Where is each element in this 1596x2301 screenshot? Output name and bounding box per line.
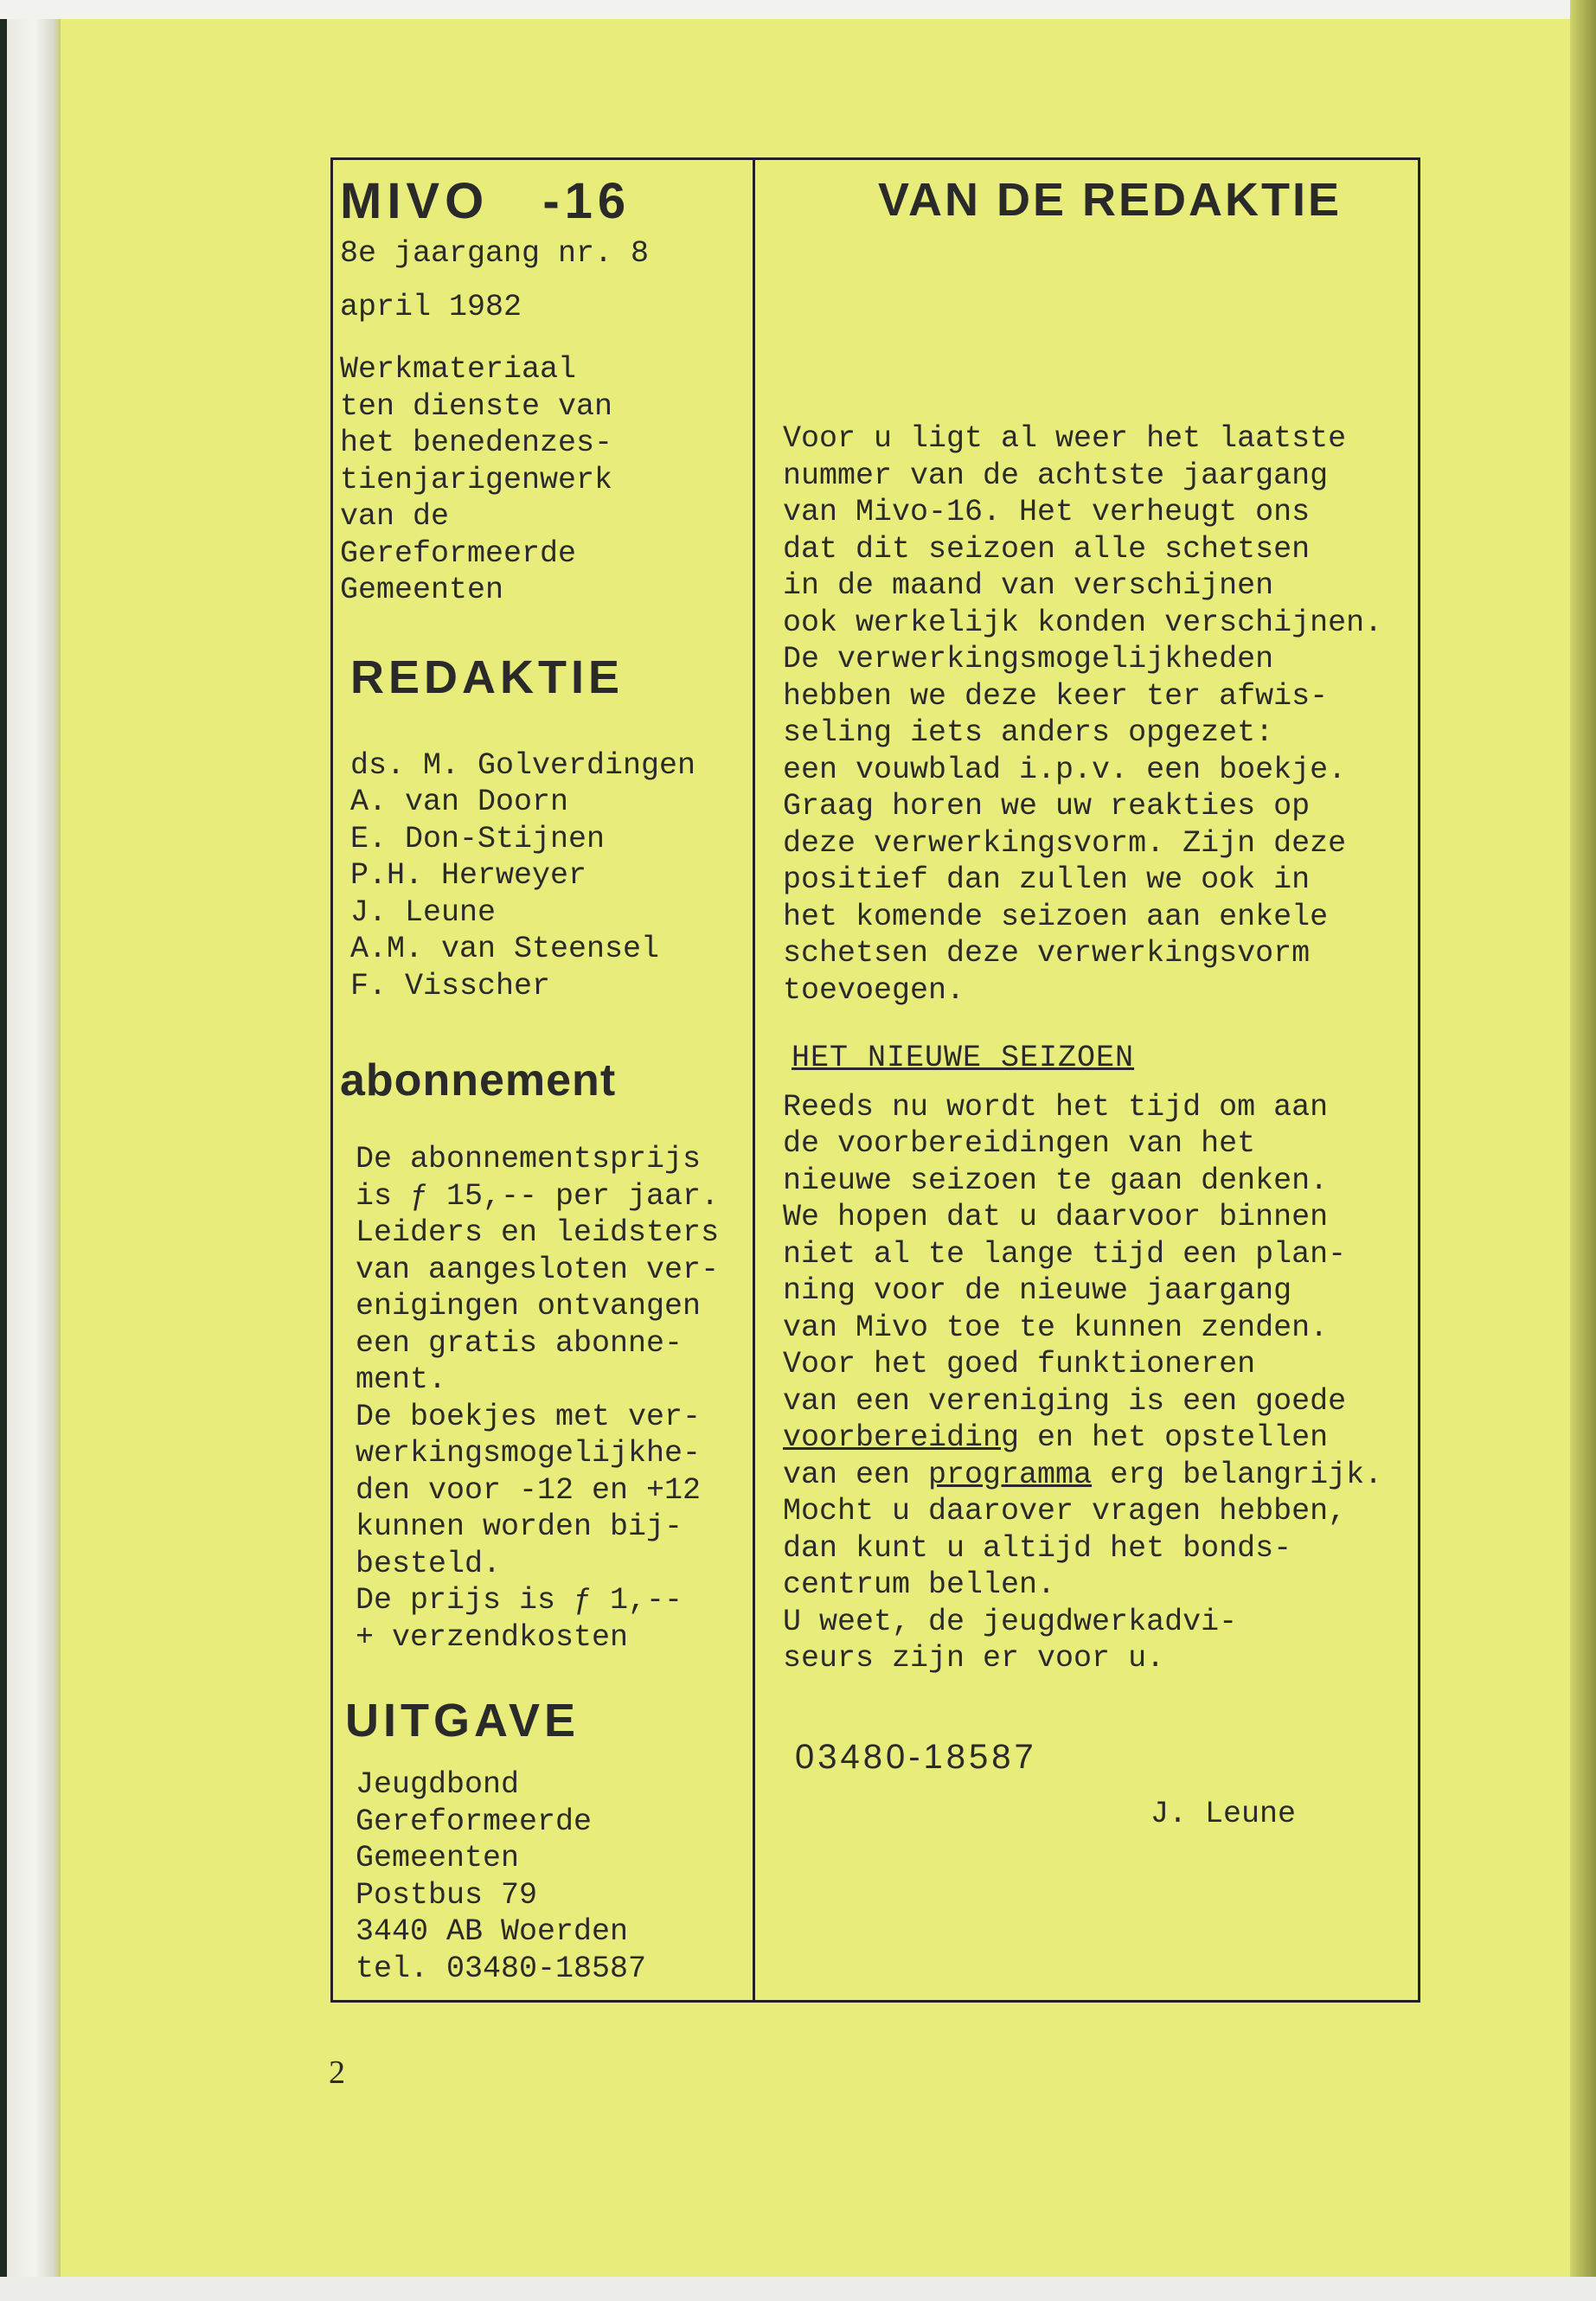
issue-number: 8e jaargang nr. 8 [340, 236, 650, 271]
editorial-line-programma [783, 1457, 1406, 1494]
right-column [783, 173, 1406, 1832]
column-divider [753, 157, 755, 2003]
editorial-line-voorbereiding [783, 1420, 1406, 1457]
editorial-paragraph-2a: Reeds nu wordt het tijd om aan de voorbereidingen van het nieuwe seizoen te gaan denken. We hopen dat u daarvoor binnen niet al te lange tijd een plan- ning voor de nieuwe jaargang van Mivo toe te kunnen zenden. Voor het goed funktioneren van een vereniging is een goede [783, 1089, 1347, 1419]
page-bottom-edge [0, 2277, 1596, 2301]
phone-number: 03480-18587 [795, 1737, 1037, 1776]
abonnement-text: De abonnementsprijs is ƒ 15,-- per jaar. Leiders en leidsters van aangesloten ver- enigingen ontvangen een gratis abonne- ment. De boekjes met ver- werkingsmogelijkhe- den voor -12 en +12 kunnen worden bij- besteld. De prijs is ƒ 1,-- + verzendkosten [356, 1142, 720, 1655]
editorial-heading: VAN DE REDAKTIE [878, 174, 1343, 226]
issue-date: april 1982 [340, 290, 522, 324]
editorial-paragraph-1: Voor u ligt al weer het laatste nummer van de achtste jaargang van Mivo-16. Het verheugt ons dat dit seizoen alle schetsen in de maand van verschijnen ook werkelijk konden verschijnen. De verwerkingsmogelijkheden hebben we deze keer ter afwis- seling iets anders opgezet: een vouwblad i.p.v. een boekje. Graag horen we uw reakties op deze verwerkingsvorm. Zijn deze positief dan zullen we ook in het komende seizoen aan enkele schetsen deze verwerkingsvorm toevoegen. [783, 421, 1383, 1008]
uitgave-address: Jeugdbond Gereformeerde Gemeenten Postbus 79 3440 AB Woerden tel. 03480-18587 [356, 1767, 647, 1986]
page-top-edge [0, 0, 1596, 19]
text-van-een: van een [783, 1457, 929, 1492]
text-en-het-opstellen: en het opstellen [1019, 1420, 1329, 1455]
underlined-voorbereiding: voorbereiding [783, 1420, 1020, 1455]
book-binding [0, 0, 61, 2301]
redaktie-members: ds. M. Golverdingen A. van Doorn E. Don-Stijnen P.H. Herweyer J. Leune A.M. van Steensel F. Visscher [350, 747, 696, 1003]
page-right-edge [1570, 0, 1596, 2301]
editorial-paragraph-2b: Mocht u daarover vragen hebben, dan kunt u altijd het bonds- centrum bellen. U weet, de jeugdwerkadvi- seurs zijn er voor u. [783, 1494, 1347, 1676]
underlined-programma: programma [928, 1457, 1093, 1492]
page-number: 2 [329, 2054, 345, 2091]
redaktie-heading: REDAKTIE [350, 651, 625, 703]
uitgave-heading: UITGAVE [345, 1695, 580, 1747]
left-column [340, 173, 747, 1987]
magazine-title: MIVO -16 [340, 173, 631, 229]
section-heading: HET_NIEUWE_SEIZOEN [792, 1041, 1135, 1075]
signature: J. Leune [1151, 1796, 1297, 1831]
abonnement-heading: abonnement [340, 1055, 617, 1106]
intro-text: Werkmateriaal ten dienste van het benedenzes- tienjarigenwerk van de Gereformeerde Gemeenten [340, 352, 613, 607]
text-erg-belangrijk: erg belangrijk. [1092, 1457, 1383, 1492]
